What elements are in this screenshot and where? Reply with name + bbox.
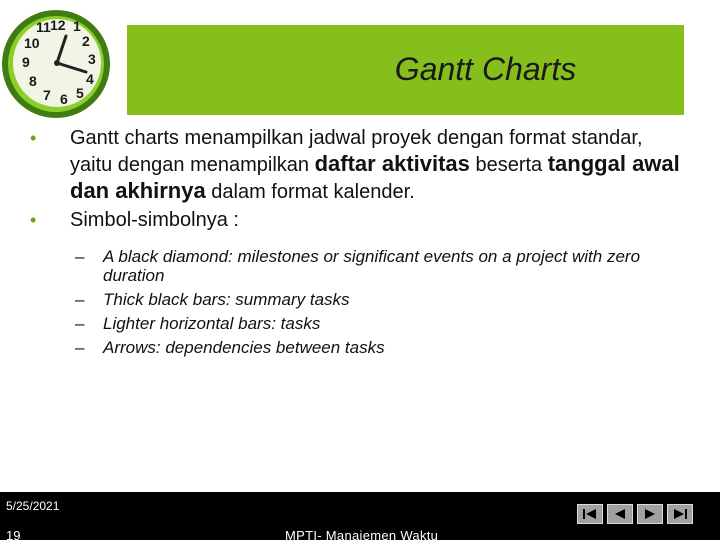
svg-text:5: 5 — [76, 85, 84, 101]
svg-text:8: 8 — [29, 73, 37, 89]
highlight-tanggal: tanggal awal dan akhirnya — [70, 151, 680, 203]
list-item: – Arrows: dependencies between tasks — [75, 338, 385, 357]
bullet-symbols: • Simbol-simbolnya : — [30, 209, 239, 231]
slide-navigation — [577, 504, 693, 524]
symbol-list — [30, 247, 690, 357]
list-item: – Lighter horizontal bars: tasks — [75, 314, 321, 333]
last-slide-button[interactable] — [667, 504, 693, 524]
footer-bar — [0, 492, 720, 543]
bullet-gantt-description: • Gantt charts menampilkan jadwal proyek dengan format standar, yaitu dengan menampilkan daftar aktivitas beserta tanggal awal dan akhirnya dalam format kalender. — [30, 127, 680, 203]
footer-date: 5/25/2021 — [6, 499, 60, 513]
footer-text: MPTI- Manajemen Waktu — [285, 528, 439, 543]
svg-text:10: 10 — [24, 35, 40, 51]
first-slide-icon — [582, 508, 598, 520]
bullet-dot-icon: • — [30, 128, 37, 148]
bullet-dot-icon: • — [30, 210, 37, 230]
svg-text:3: 3 — [88, 51, 96, 67]
dash-icon: – — [75, 314, 85, 333]
dash-icon: – — [75, 338, 85, 357]
svg-text:2: 2 — [82, 33, 90, 49]
list-item: – A black diamond: milestones or significant events on a project with zero duration — [75, 247, 641, 285]
dash-icon: – — [75, 290, 85, 309]
first-slide-button[interactable] — [577, 504, 603, 524]
clock-icon — [0, 6, 112, 120]
svg-text:6: 6 — [60, 91, 68, 107]
slide-title: Gantt Charts — [394, 51, 577, 87]
svg-text:12: 12 — [50, 17, 66, 33]
title-bar — [127, 25, 684, 115]
next-slide-button[interactable] — [637, 504, 663, 524]
svg-text:1: 1 — [73, 18, 81, 34]
previous-slide-button[interactable] — [607, 504, 633, 524]
svg-text:7: 7 — [43, 87, 51, 103]
slide-number: 19 — [6, 528, 21, 543]
list-item: – Thick black bars: summary tasks — [75, 290, 350, 309]
slide-content — [30, 125, 690, 362]
dash-icon: – — [75, 247, 85, 266]
previous-slide-icon — [612, 508, 628, 520]
svg-text:11: 11 — [36, 19, 51, 35]
highlight-daftar-aktivitas: daftar aktivitas — [314, 151, 470, 176]
svg-text:4: 4 — [86, 71, 94, 87]
next-slide-icon — [642, 508, 658, 520]
svg-text:9: 9 — [22, 54, 30, 70]
last-slide-icon — [672, 508, 688, 520]
